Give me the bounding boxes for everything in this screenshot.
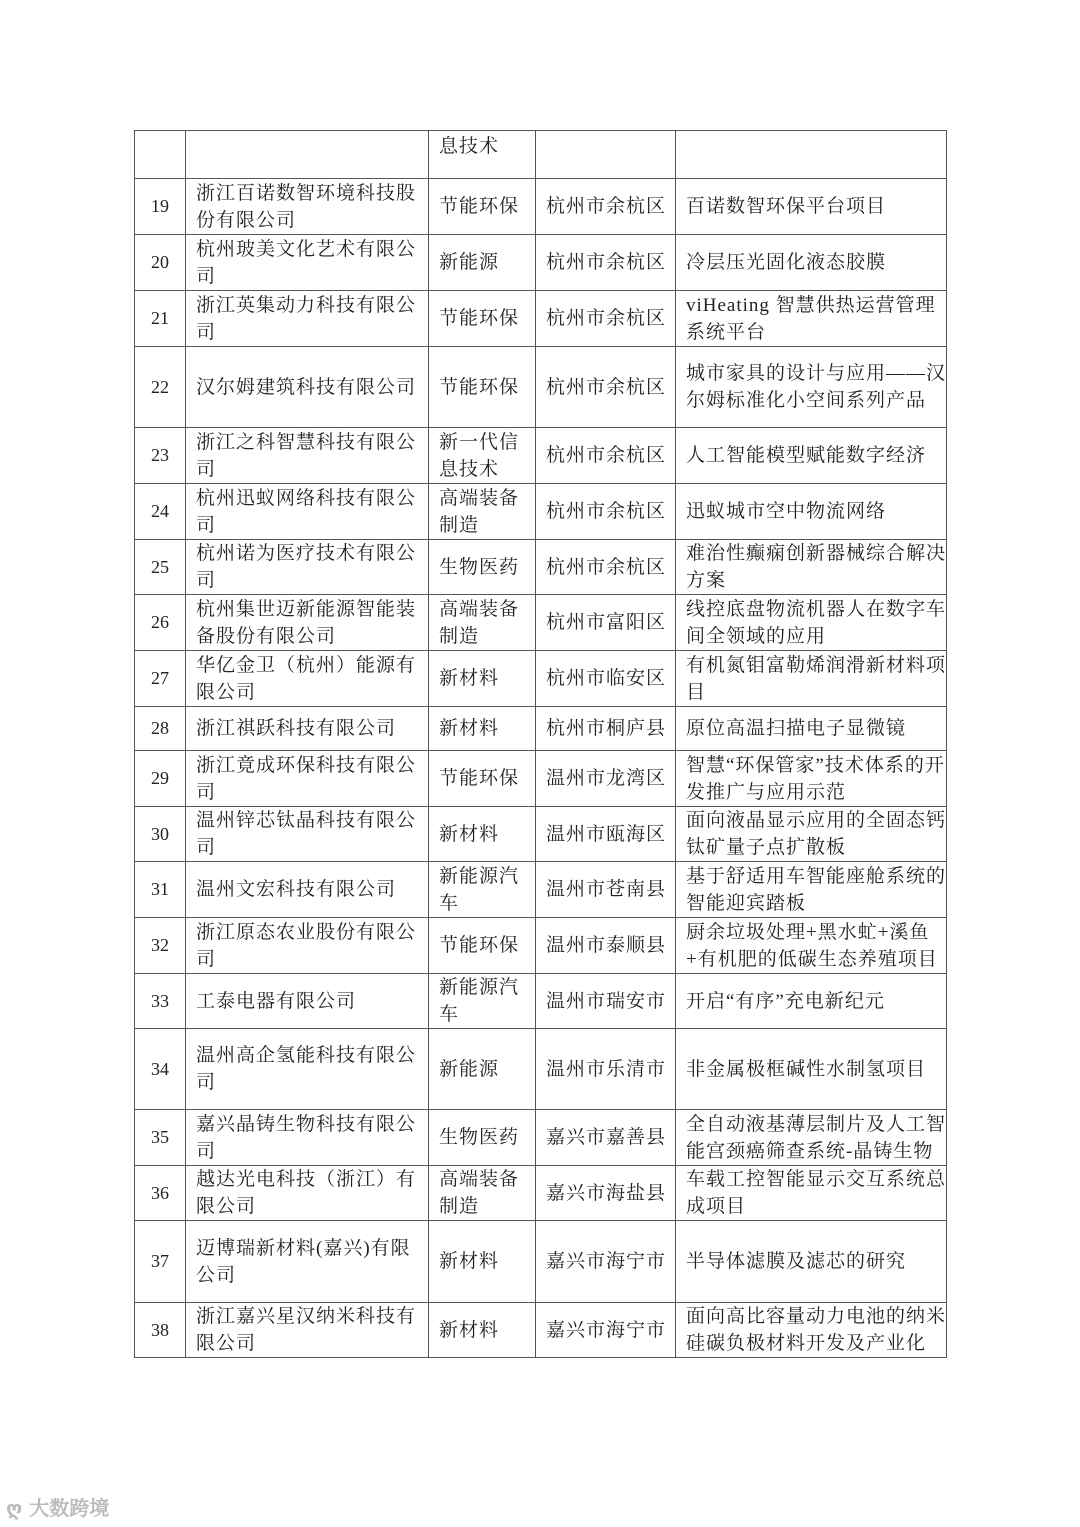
- cell-region: 嘉兴市海宁市: [536, 1303, 676, 1358]
- cell-company: 浙江百诺数智环境科技股份有限公司: [186, 179, 429, 235]
- cell-region: 嘉兴市海盐县: [536, 1166, 676, 1221]
- cell-company: 浙江竟成环保科技有限公司: [186, 751, 429, 807]
- cell-category: 节能环保: [429, 179, 536, 235]
- cell-region: 杭州市余杭区: [536, 235, 676, 291]
- table-row: [135, 1221, 947, 1303]
- cell-category: 新能源: [429, 235, 536, 291]
- table-row: [135, 1303, 947, 1358]
- cell-company: 华亿金卫（杭州）能源有限公司: [186, 651, 429, 707]
- cell-project: 智慧“环保管家”技术体系的开发推广与应用示范: [676, 751, 947, 807]
- enterprise-table: [134, 130, 947, 1358]
- cell-company: 浙江英集动力科技有限公司: [186, 291, 429, 347]
- cell-company: 杭州诺为医疗技术有限公司: [186, 540, 429, 595]
- cell-company: [186, 131, 429, 179]
- cell-category: 高端装备制造: [429, 595, 536, 651]
- cell-category: 新材料: [429, 1221, 536, 1303]
- cell-category: 息技术: [429, 131, 536, 179]
- cell-project: 百诺数智环保平台项目: [676, 179, 947, 235]
- cell-region: 温州市瑞安市: [536, 974, 676, 1029]
- cell-region: 温州市乐清市: [536, 1029, 676, 1110]
- cell-category: 新材料: [429, 1303, 536, 1358]
- cell-project: [676, 131, 947, 179]
- cell-company: 浙江祺跃科技有限公司: [186, 707, 429, 751]
- cell-no: 31: [135, 862, 186, 918]
- cell-region: 杭州市余杭区: [536, 540, 676, 595]
- watermark-text: 大数跨境: [29, 1496, 110, 1520]
- cell-category: 节能环保: [429, 291, 536, 347]
- cell-region: 嘉兴市海宁市: [536, 1221, 676, 1303]
- cell-region: 温州市泰顺县: [536, 918, 676, 974]
- cell-company: 杭州迅蚁网络科技有限公司: [186, 484, 429, 540]
- cell-no: 26: [135, 595, 186, 651]
- cell-no: 36: [135, 1166, 186, 1221]
- cell-company: 杭州集世迈新能源智能装备股份有限公司: [186, 595, 429, 651]
- cell-project: 全自动液基薄层制片及人工智能宫颈癌筛查系统-晶铸生物: [676, 1110, 947, 1166]
- cell-no: 22: [135, 347, 186, 428]
- table-row: [135, 1029, 947, 1110]
- cell-company: 浙江嘉兴星汉纳米科技有限公司: [186, 1303, 429, 1358]
- table-row: [135, 651, 947, 707]
- cell-category: 新材料: [429, 651, 536, 707]
- cell-company: 温州文宏科技有限公司: [186, 862, 429, 918]
- cell-region: 杭州市余杭区: [536, 428, 676, 484]
- cell-region: 杭州市富阳区: [536, 595, 676, 651]
- table-row-continued: [135, 131, 947, 179]
- cell-company: 杭州玻美文化艺术有限公司: [186, 235, 429, 291]
- cell-no: 35: [135, 1110, 186, 1166]
- table-row: [135, 540, 947, 595]
- cell-no: 20: [135, 235, 186, 291]
- table-row: [135, 428, 947, 484]
- cell-region: 杭州市临安区: [536, 651, 676, 707]
- cell-region: 温州市龙湾区: [536, 751, 676, 807]
- table-row: [135, 347, 947, 428]
- cell-project: 开启“有序”充电新纪元: [676, 974, 947, 1029]
- watermark-logo: ღ 大数跨境: [6, 1496, 110, 1520]
- cell-category: 节能环保: [429, 918, 536, 974]
- cell-region: [536, 131, 676, 179]
- cell-category: 新能源: [429, 1029, 536, 1110]
- table-row: [135, 1166, 947, 1221]
- cell-project: 原位高温扫描电子显微镜: [676, 707, 947, 751]
- cell-no: 19: [135, 179, 186, 235]
- cell-company: 浙江原态农业股份有限公司: [186, 918, 429, 974]
- table-row: [135, 179, 947, 235]
- cell-project: 人工智能模型赋能数字经济: [676, 428, 947, 484]
- cell-category: 新一代信息技术: [429, 428, 536, 484]
- cell-project: 城市家具的设计与应用——汉尔姆标准化小空间系列产品: [676, 347, 947, 428]
- cell-no: 23: [135, 428, 186, 484]
- cell-project: 线控底盘物流机器人在数字车间全领域的应用: [676, 595, 947, 651]
- cell-company: 浙江之科智慧科技有限公司: [186, 428, 429, 484]
- cell-no: 28: [135, 707, 186, 751]
- table-row: [135, 595, 947, 651]
- cell-no: 24: [135, 484, 186, 540]
- cell-no: [135, 131, 186, 179]
- cell-no: 37: [135, 1221, 186, 1303]
- cell-project: 有机氮钼富勒烯润滑新材料项目: [676, 651, 947, 707]
- cell-region: 杭州市余杭区: [536, 484, 676, 540]
- cell-category: 新材料: [429, 807, 536, 862]
- cell-category: 生物医药: [429, 1110, 536, 1166]
- cell-no: 32: [135, 918, 186, 974]
- cell-category: 节能环保: [429, 347, 536, 428]
- cell-category: 新能源汽车: [429, 974, 536, 1029]
- cell-project: 面向高比容量动力电池的纳米硅碳负极材料开发及产业化: [676, 1303, 947, 1358]
- cell-region: 杭州市桐庐县: [536, 707, 676, 751]
- table-row: [135, 1110, 947, 1166]
- cell-company: 越达光电科技（浙江）有限公司: [186, 1166, 429, 1221]
- cell-no: 38: [135, 1303, 186, 1358]
- cell-project: 车载工控智能显示交互系统总成项目: [676, 1166, 947, 1221]
- cell-company: 汉尔姆建筑科技有限公司: [186, 347, 429, 428]
- table-row: [135, 974, 947, 1029]
- cell-category: 新材料: [429, 707, 536, 751]
- cell-project: 非金属极框碱性水制氢项目: [676, 1029, 947, 1110]
- cell-category: 节能环保: [429, 751, 536, 807]
- cell-category: 高端装备制造: [429, 1166, 536, 1221]
- cell-company: 工泰电器有限公司: [186, 974, 429, 1029]
- table-row: [135, 862, 947, 918]
- cell-no: 30: [135, 807, 186, 862]
- table-row: [135, 291, 947, 347]
- cell-region: 温州市苍南县: [536, 862, 676, 918]
- cell-no: 34: [135, 1029, 186, 1110]
- cell-category: 新能源汽车: [429, 862, 536, 918]
- cell-no: 29: [135, 751, 186, 807]
- table-row: [135, 751, 947, 807]
- cell-project: 基于舒适用车智能座舱系统的智能迎宾踏板: [676, 862, 947, 918]
- cell-project: 冷层压光固化液态胶膜: [676, 235, 947, 291]
- table-row: [135, 807, 947, 862]
- cell-no: 25: [135, 540, 186, 595]
- cell-company: 迈博瑞新材料(嘉兴)有限公司: [186, 1221, 429, 1303]
- cell-company: 嘉兴晶铸生物科技有限公司: [186, 1110, 429, 1166]
- cell-no: 33: [135, 974, 186, 1029]
- cell-region: 杭州市余杭区: [536, 179, 676, 235]
- cell-project: 面向液晶显示应用的全固态钙钛矿量子点扩散板: [676, 807, 947, 862]
- cell-region: 温州市瓯海区: [536, 807, 676, 862]
- cell-no: 21: [135, 291, 186, 347]
- cell-region: 嘉兴市嘉善县: [536, 1110, 676, 1166]
- table-row: [135, 484, 947, 540]
- table-row: [135, 707, 947, 751]
- cell-project: 难治性癫痫创新器械综合解决方案: [676, 540, 947, 595]
- cell-project: viHeating 智慧供热运营管理系统平台: [676, 291, 947, 347]
- cell-company: 温州锌芯钛晶科技有限公司: [186, 807, 429, 862]
- table-row: [135, 235, 947, 291]
- cell-company: 温州高企氢能科技有限公司: [186, 1029, 429, 1110]
- cell-no: 27: [135, 651, 186, 707]
- cell-category: 高端装备制造: [429, 484, 536, 540]
- cell-project: 迅蚁城市空中物流网络: [676, 484, 947, 540]
- table-row: [135, 918, 947, 974]
- cell-category: 生物医药: [429, 540, 536, 595]
- cell-project: 厨余垃圾处理+黑水虻+溪鱼+有机肥的低碳生态养殖项目: [676, 918, 947, 974]
- cell-project: 半导体滤膜及滤芯的研究: [676, 1221, 947, 1303]
- cell-region: 杭州市余杭区: [536, 347, 676, 428]
- cell-region: 杭州市余杭区: [536, 291, 676, 347]
